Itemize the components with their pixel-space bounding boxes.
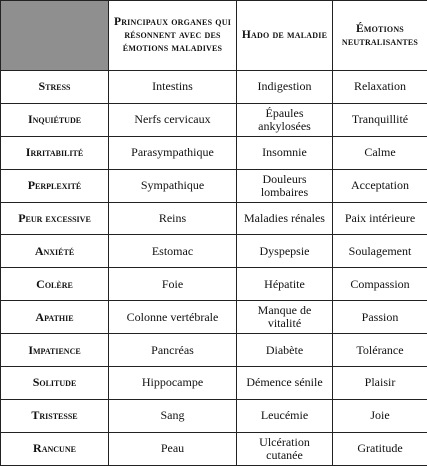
organ-cell: Estomac [109,235,237,268]
organ-cell: Parasympathique [109,136,237,169]
table-row [1,136,427,169]
header-corner-cell [1,1,109,71]
table-row [1,202,427,235]
emotion-cell: Stress [1,71,109,104]
table-row [1,169,427,202]
hado-cell: Démence sénile [237,367,333,400]
organ-cell: Foie [109,268,237,301]
table-row [1,432,427,465]
table-row [1,103,427,136]
emotion-cell: Apathie [1,301,109,334]
table-row [1,268,427,301]
organ-cell: Colonne vertébrale [109,301,237,334]
hado-cell: Manque de vitalité [237,301,333,334]
organ-cell: Peau [109,432,237,465]
hado-cell: Ulcération cutanée [237,432,333,465]
table-row [1,334,427,367]
emotion-cell: Inquiétude [1,103,109,136]
neutralizing-cell: Gratitude [333,432,427,465]
neutralizing-cell: Tranquillité [333,103,427,136]
emotion-cell: Irritabilité [1,136,109,169]
emotion-cell: Colère [1,268,109,301]
emotion-cell: Solitude [1,367,109,400]
hado-cell: Indigestion [237,71,333,104]
header-organs: Principaux organes qui résonnent avec des émotions maladives [109,1,237,71]
table-row [1,399,427,432]
emotion-cell: Anxiété [1,235,109,268]
header-hado: Hado de maladie [237,1,333,71]
emotion-cell: Peur excessive [1,202,109,235]
emotion-cell: Perplexité [1,169,109,202]
table-row [1,235,427,268]
hado-cell: Hépatite [237,268,333,301]
emotion-cell: Tristesse [1,399,109,432]
header-neutralizing: Émotions neutralisantes [333,1,427,71]
neutralizing-cell: Tolérance [333,334,427,367]
organ-cell: Intestins [109,71,237,104]
organ-cell: Sang [109,399,237,432]
table-body [1,71,427,466]
neutralizing-cell: Compassion [333,268,427,301]
hado-cell: Maladies rénales [237,202,333,235]
organ-cell: Nerfs cervicaux [109,103,237,136]
hado-cell: Leucémie [237,399,333,432]
emotion-cell: Rancune [1,432,109,465]
neutralizing-cell: Plaisir [333,367,427,400]
organ-cell: Reins [109,202,237,235]
table-row [1,301,427,334]
hado-cell: Diabète [237,334,333,367]
neutralizing-cell: Calme [333,136,427,169]
hado-cell: Dyspepsie [237,235,333,268]
emotion-cell: Impatience [1,334,109,367]
hado-cell: Insomnie [237,136,333,169]
table-header-row [1,1,427,71]
table-row [1,71,427,104]
organ-cell: Sympathique [109,169,237,202]
neutralizing-cell: Relaxation [333,71,427,104]
hado-cell: Douleurs lombaires [237,169,333,202]
neutralizing-cell: Paix intérieure [333,202,427,235]
organ-cell: Hippocampe [109,367,237,400]
neutralizing-cell: Passion [333,301,427,334]
table-row [1,367,427,400]
hado-cell: Épaules ankylosées [237,103,333,136]
neutralizing-cell: Joie [333,399,427,432]
neutralizing-cell: Soulagement [333,235,427,268]
neutralizing-cell: Acceptation [333,169,427,202]
organ-cell: Pancréas [109,334,237,367]
